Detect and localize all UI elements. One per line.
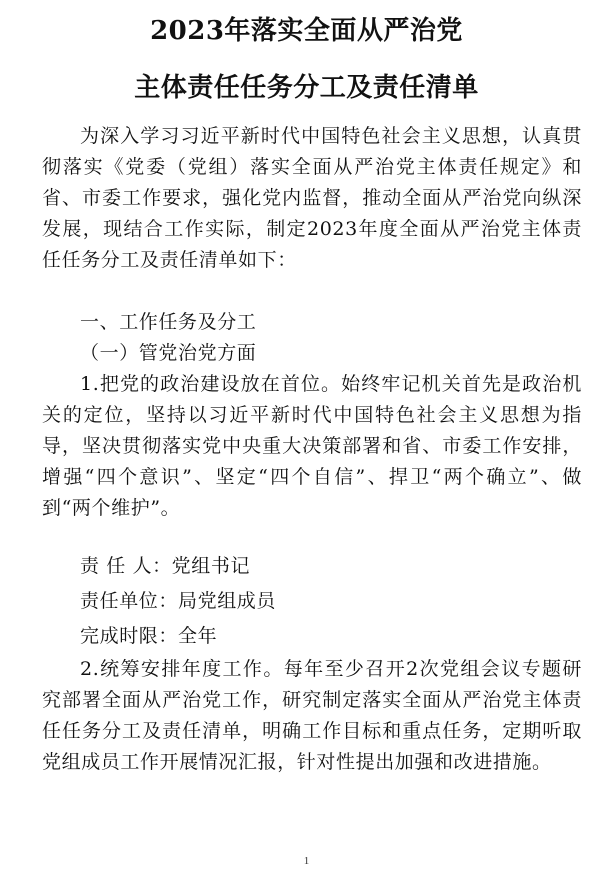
document-title-line-2: 主体责任任务分工及责任清单 bbox=[134, 73, 479, 103]
item-1-deadline: 完成时限：全年 bbox=[80, 625, 218, 647]
intro-paragraph: 为深入学习习近平新时代中国特色社会主义思想，认真贯彻落实《党委（党组）落实全面从严治党主体责任规定》和省、市委工作要求，强化党内监督，推动全面从严治党向纵深发展，现结合工作实际，制定2023年度全面从严治党主体责任任务分工及责任清单如下： bbox=[42, 125, 582, 271]
subsection-heading-party-governance: （一）管党治党方面 bbox=[80, 342, 257, 364]
item-1-paragraph: 1.把党的政治建设放在首位。始终牢记机关首先是政治机关的定位，坚持以习近平新时代中国特色社会主义思想为指导，坚决贯彻落实党中央重大决策部署和省、市委工作安排，增强“四个意识”、坚定“四个自信”、捍卫“两个确立”、做到“两个维护”。 bbox=[42, 373, 582, 519]
item-1-responsible-person: 责 任 人：党组书记 bbox=[80, 555, 251, 577]
document-title-line-1: 2023年落实全面从严治党 bbox=[150, 16, 463, 46]
page-number: 1 bbox=[303, 855, 310, 867]
item-1-responsible-unit: 责任单位：局党组成员 bbox=[80, 590, 277, 612]
item-2-paragraph: 2.统筹安排年度工作。每年至少召开2次党组会议专题研究部署全面从严治党工作，研究制定落实全面从严治党主体责任任务分工及责任清单，明确工作目标和重点任务，定期听取党组成员工作开展情况汇报，针对性提出加强和改进措施。 bbox=[42, 658, 582, 773]
section-heading-tasks: 一、工作任务及分工 bbox=[80, 311, 257, 333]
